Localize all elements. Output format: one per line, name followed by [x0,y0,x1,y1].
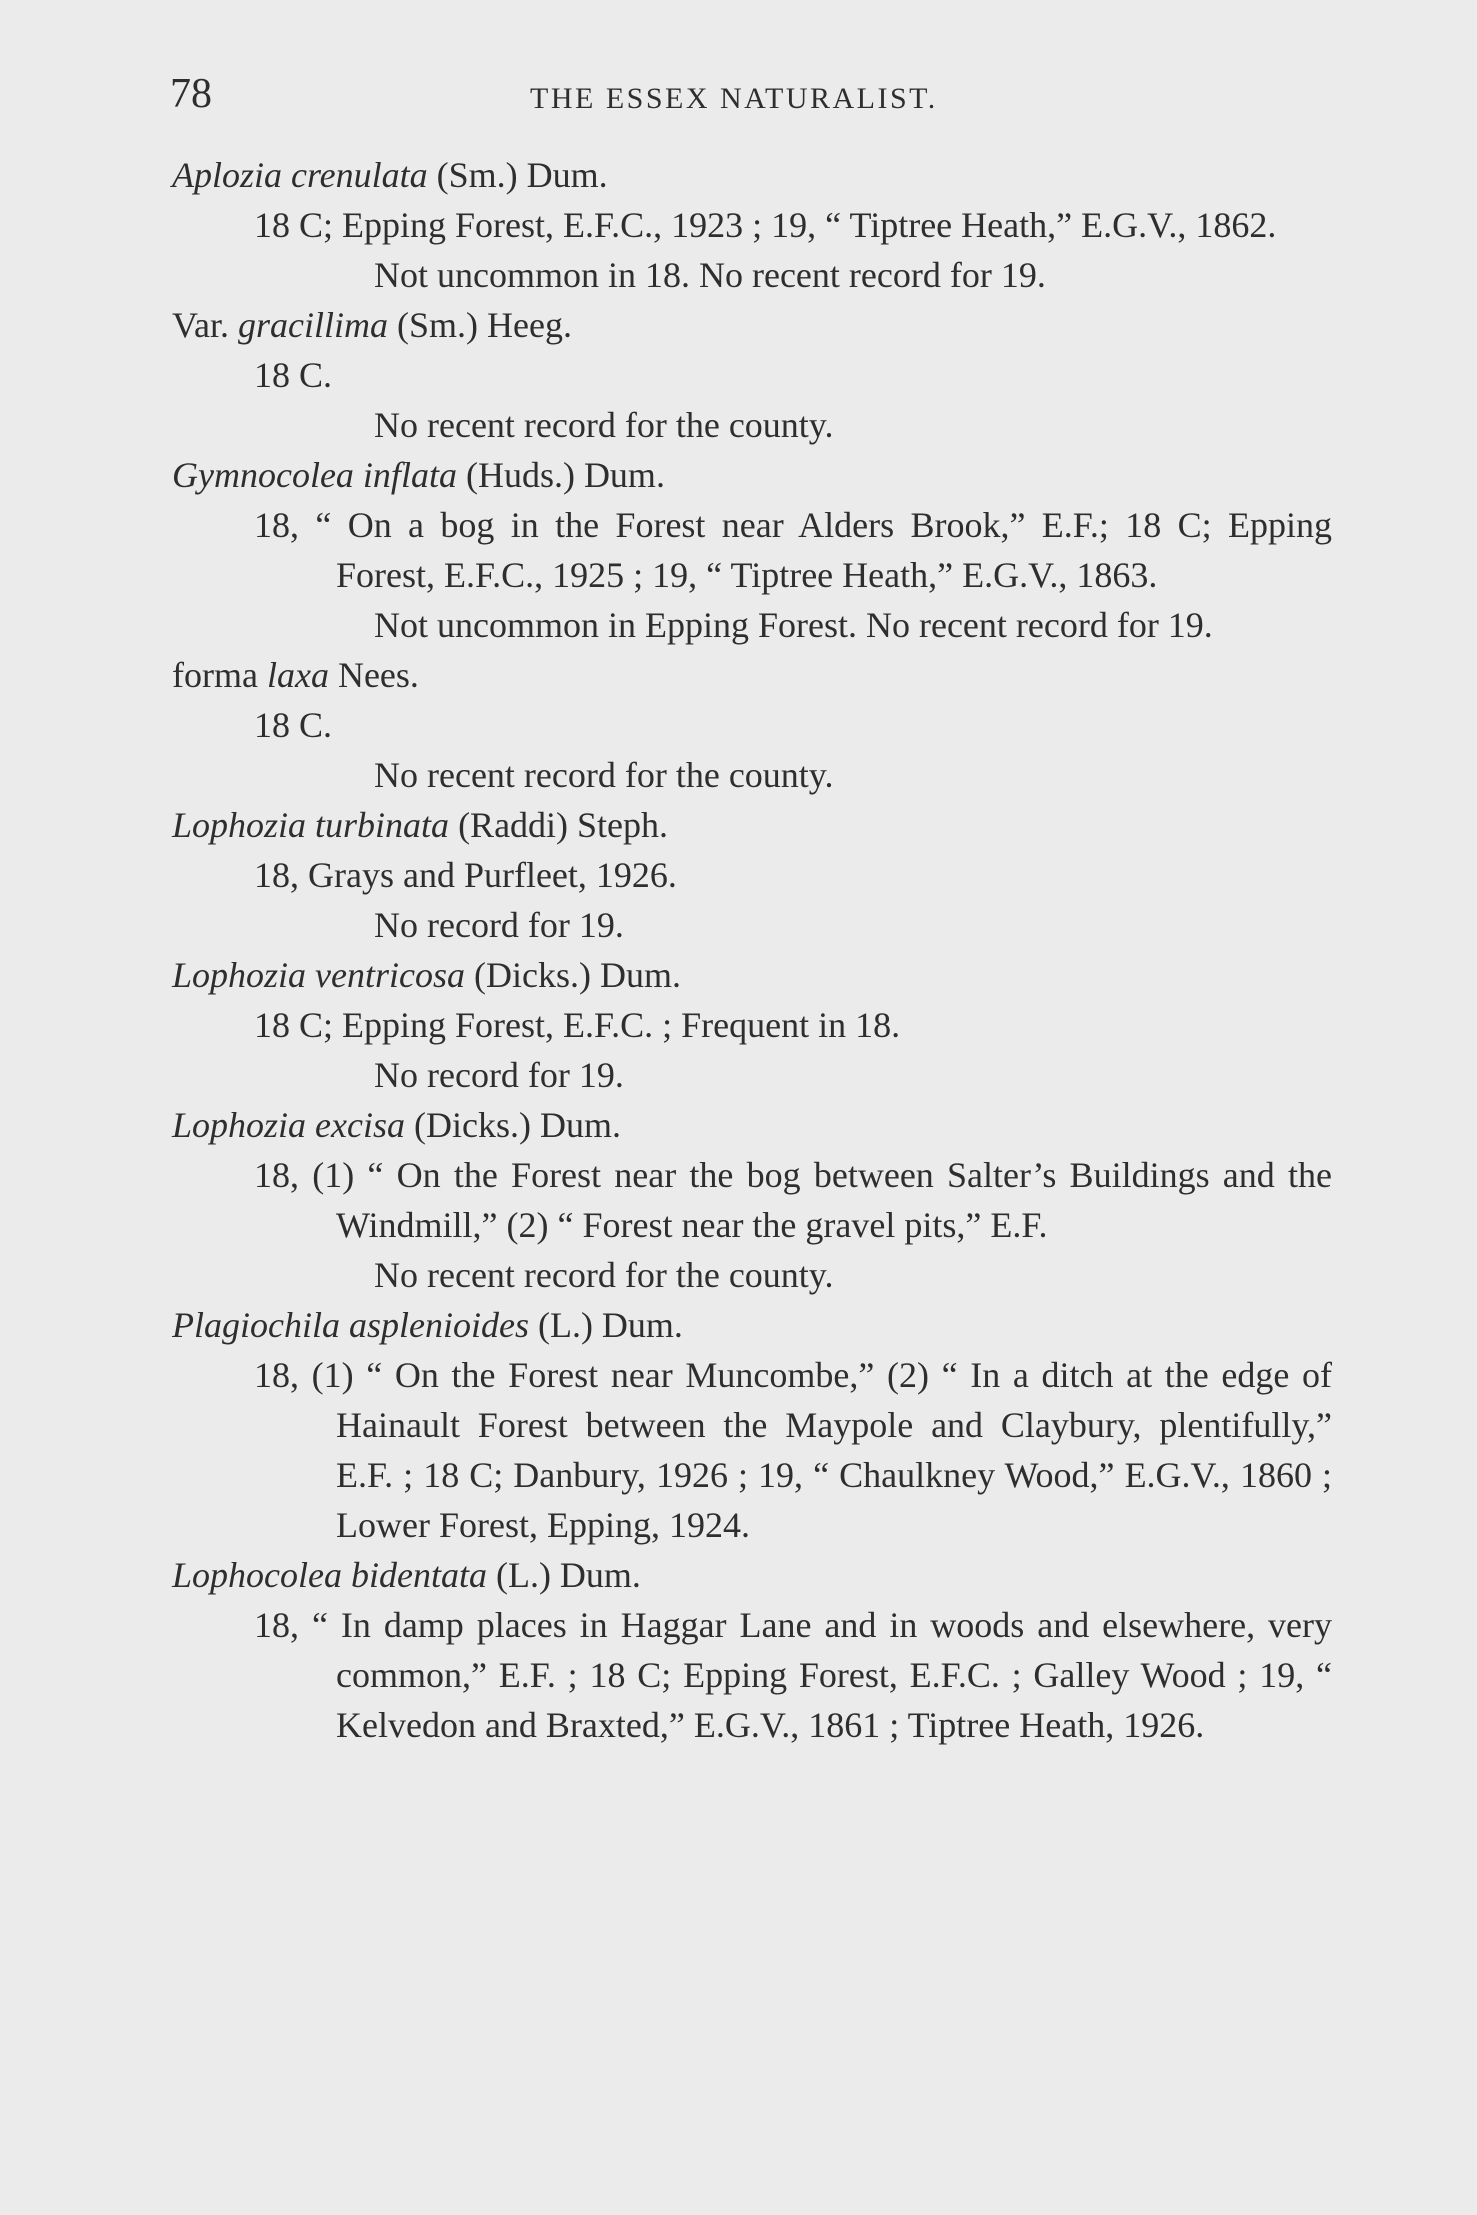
taxon-heading [172,150,1332,200]
taxon-name: Gymnocolea inflata [172,455,457,495]
species-entry [172,150,1332,300]
taxon-name: Lophozia turbinata [172,805,450,845]
taxon-authority: (Dicks.) Dum. [474,955,681,995]
taxon-rank: forma [172,655,258,695]
status-note: Not uncommon in 18. No recent record for 19. [374,255,1046,295]
locality-record: 18 C. [254,705,333,745]
species-entry [172,1550,1332,1750]
species-entry [172,800,1332,950]
page-number: 78 [170,71,212,117]
locality-record: 18 C; Epping Forest, E.F.C., 1923 ; 19, “ Tiptree Heath,” E.G.V., 1862. [254,205,1277,245]
species-entry [172,450,1332,650]
taxon-authority: (Sm.) Dum. [436,155,608,195]
page-header [170,70,1340,120]
status-note: No recent record for the county. [374,1255,834,1295]
taxon-heading [172,1550,1332,1600]
species-entry [172,300,1332,450]
taxon-authority: (L.) Dum. [495,1555,641,1595]
taxon-name: gracillima [238,305,388,345]
status-note: No record for 19. [374,905,624,945]
taxon-authority: (Dicks.) Dum. [413,1105,621,1145]
taxon-heading [172,800,1332,850]
taxon-heading [172,650,1332,700]
taxon-name: laxa [266,655,329,695]
status-note: Not uncommon in Epping Forest. No recent record for 19. [374,605,1213,645]
species-entry [172,1300,1332,1550]
status-note: No recent record for the county. [374,755,834,795]
locality-record: 18, “ On a bog in the Forest near Alders Brook,” E.F.; 18 C; Epping Forest, E.F.C., 1925 ; 19, “ Tiptree Heath,” E.G.V., 1863. [254,505,1332,595]
taxon-authority: Nees. [337,655,419,695]
locality-record: 18 C. [254,355,333,395]
taxon-heading [172,450,1332,500]
taxon-heading [172,1300,1332,1350]
taxon-name: Lophozia excisa [172,1105,405,1145]
locality-record: 18, Grays and Purfleet, 1926. [254,855,677,895]
taxon-heading [172,300,1332,350]
taxon-name: Aplozia crenulata [172,155,428,195]
running-head: THE ESSEX NATURALIST. [530,82,938,115]
taxon-authority: (Raddi) Steph. [458,805,669,845]
species-entry [172,950,1332,1100]
status-note: No recent record for the county. [374,405,834,445]
species-list [172,150,1332,1750]
species-entry [172,1100,1332,1300]
taxon-authority: (L.) Dum. [537,1305,683,1345]
species-entry [172,650,1332,800]
locality-record: 18 C; Epping Forest, E.F.C. ; Frequent in 18. [254,1005,901,1045]
taxon-name: Plagiochila asplenioides [172,1305,529,1345]
locality-record: 18, (1) “ On the Forest near the bog between Salter’s Buildings and the Windmill,” (2) “ Forest near the gravel pits,” E.F. [254,1155,1332,1245]
taxon-name: Lophozia ventricosa [172,955,465,995]
taxon-heading [172,1100,1332,1150]
taxon-authority: (Sm.) Heeg. [397,305,572,345]
taxon-authority: (Huds.) Dum. [465,455,665,495]
locality-record: 18, “ In damp places in Haggar Lane and in woods and elsewhere, very common,” E.F. ; 18 C; Epping Forest, E.F.C. ; Galley Wood ; 19, “ Kelvedon and Braxted,” E.G.V., 1861 ; Tiptree Heath, 1926. [254,1605,1332,1745]
status-note: No record for 19. [374,1055,624,1095]
taxon-name: Lophocolea bidentata [172,1555,487,1595]
taxon-rank: Var. [172,305,229,345]
taxon-heading [172,950,1332,1000]
locality-record: 18, (1) “ On the Forest near Muncombe,” (2) “ In a ditch at the edge of Hainault Forest between the Maypole and Claybury, plentifully,” E.F. ; 18 C; Danbury, 1926 ; 19, “ Chaulkney Wood,” E.G.V., 1860 ; Lower Forest, Epping, 1924. [254,1355,1332,1545]
